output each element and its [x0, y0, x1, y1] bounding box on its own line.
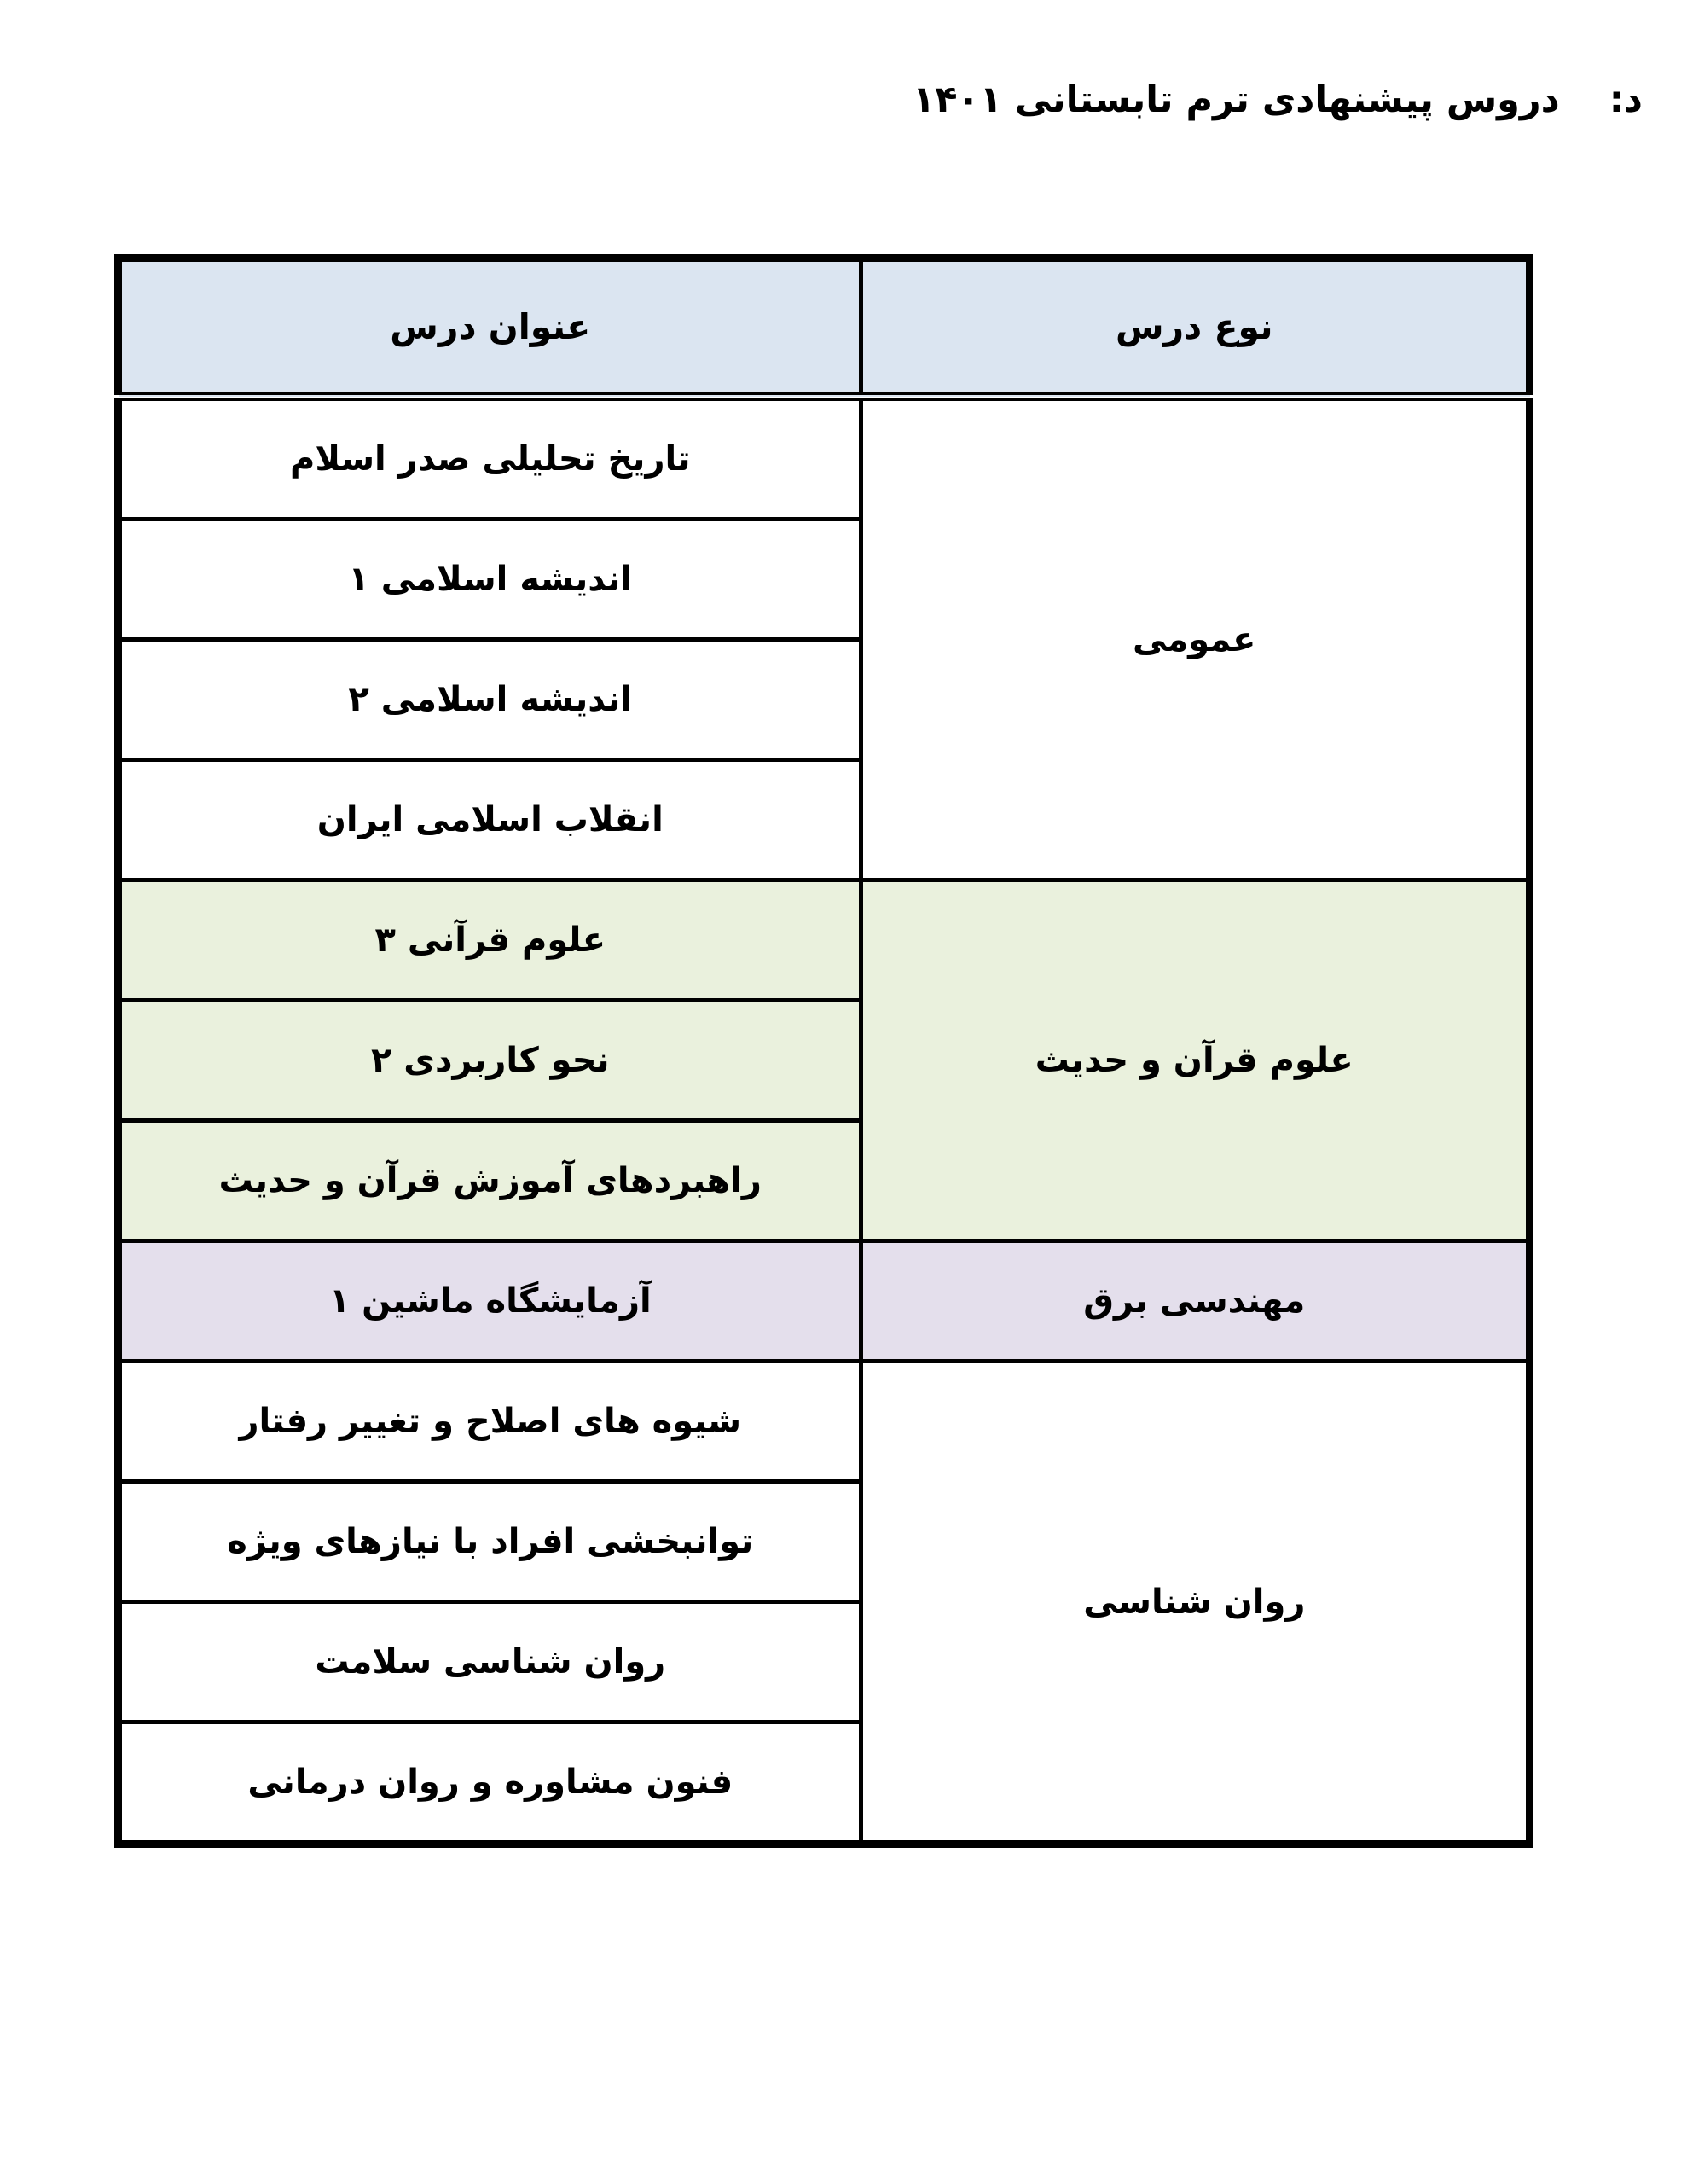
table-row: [119, 1241, 1530, 1362]
table-row: [119, 397, 1530, 520]
title-prefix-label: د:: [1609, 78, 1643, 121]
course-title-cell: راهبردهای آموزش قرآن و حدیث: [119, 1121, 861, 1241]
course-title-cell: آزمایشگاه ماشین ۱: [119, 1241, 861, 1362]
course-title-cell: شیوه های اصلاح و تغییر رفتار: [119, 1362, 861, 1482]
document-title: [913, 78, 1643, 121]
course-type-cell: مهندسی برق: [861, 1241, 1529, 1362]
course-title-cell: انقلاب اسلامی ایران: [119, 760, 861, 880]
course-title-cell: اندیشه اسلامی ۱: [119, 520, 861, 640]
course-type-cell: عمومی: [861, 397, 1529, 880]
column-header-course-title: عنوان درس: [119, 258, 861, 397]
course-title-cell: اندیشه اسلامی ۲: [119, 640, 861, 760]
courses-table: [114, 254, 1533, 1848]
course-title-cell: توانبخشی افراد با نیازهای ویژه: [119, 1482, 861, 1602]
course-type-cell: روان شناسی: [861, 1362, 1529, 1844]
title-text: دروس پیشنهادی ترم تابستانی ۱۴۰۱: [913, 78, 1560, 121]
course-title-cell: فنون مشاوره و روان درمانی: [119, 1722, 861, 1844]
table-header-row: [119, 258, 1530, 397]
course-title-cell: تاریخ تحلیلی صدر اسلام: [119, 397, 861, 520]
table-row: [119, 880, 1530, 1001]
course-title-cell: علوم قرآنی ۳: [119, 880, 861, 1001]
course-type-cell: علوم قرآن و حدیث: [861, 880, 1529, 1241]
course-title-cell: نحو کاربردی ۲: [119, 1001, 861, 1121]
table-row: [119, 1362, 1530, 1482]
course-title-cell: روان شناسی سلامت: [119, 1602, 861, 1722]
column-header-course-type: نوع درس: [861, 258, 1529, 397]
